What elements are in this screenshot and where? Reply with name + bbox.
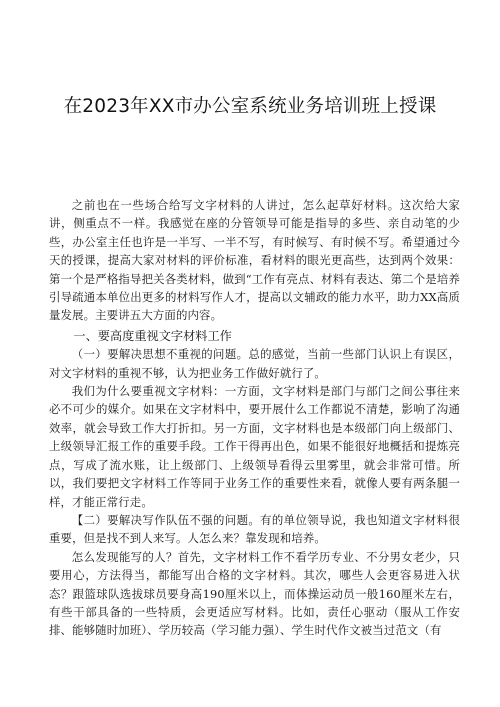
document-body [49, 196, 460, 640]
document-title: 在2023年XX市办公室系统业务培训班上授课 [63, 96, 437, 117]
intro-paragraph: 之前也在一些场合给写文字材料的人讲过，怎么起草好材料。这次给大家讲，侧重点不一样。我感觉在座的分管领导可能是指导的多些、亲自动笔的少些，办公室主任也许是一半写、一半不写，有时候写、有时候不写。希望通过今天的授课，提高大家对材料的评价标准，看材料的眼光更高些，达到两个效果：第一个是严格指导把关各类材料，做到“工作有亮点、材料有表达、第二个是培养引导疏通本单位出更多的材料写作人才，提高以文辅政的能力水平，助力XX高质量发展。主要讲五大方面的内容。 [49, 198, 460, 323]
section-heading-1: 一、要高度重视文字材料工作 [73, 328, 232, 343]
section1-paragraph-4: 怎么发现能写的人？首先，文字材料工作不看学历专业、不分男女老少，只要用心，方法得当，都能写出合格的文字材料。其次，哪些人会更容易进入状态？跟篮球队选拔球员要身高190厘米以上，而体操运动员一般160厘米左右，有些干部具备的一些特质，会更适应写材料。比如，责任心驱动（服从工作安排、能够随时加班）、学历较高（学习能力强）、学生时代作文被当过范文（有 [49, 549, 460, 638]
section1-paragraph-2: 我们为什么要重视文字材料：一方面，文字材料是部门与部门之间公事往来必不可少的媒介。如果在文字材料中，要开展什么工作都说不清楚，影响了沟通效率，就会导致工作大打折扣。另一方面，文字材料也是本级部门向上级部门、上级领导汇报工作的重要手段。工作干得再出色，如果不能很好地概括和提炼亮点，写成了流水账，让上级部门、上级领导看得云里雾里，就会非常可惜。所以，我们要把文字材料工作等同于业务工作的重要性来看，就像人要有两条腿一样，才能正常行走。 [49, 384, 460, 509]
section1-paragraph-3: 【二）要解决写作队伍不强的问题。有的单位领导说，我也知道文字材料很重要，但是找不到人来写。人怎么来？靠发现和培养。 [49, 512, 460, 546]
section1-paragraph-1: （一）要解决思想不重视的问题。总的感觉，当前一些部门认识上有误区，对文字材料的重视不够，认为把业务工作做好就行了。 [49, 347, 460, 380]
